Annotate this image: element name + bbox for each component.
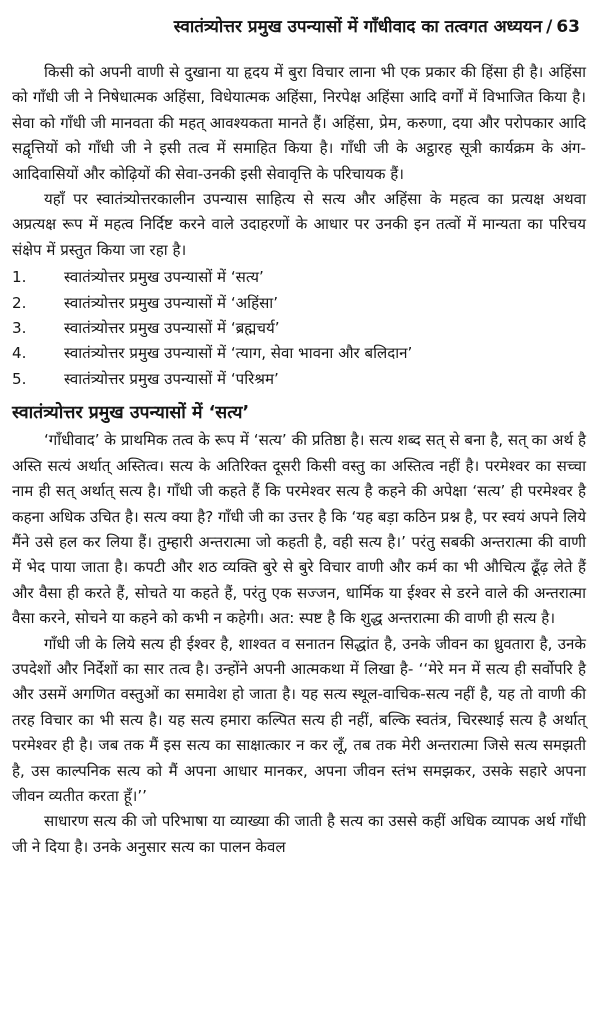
page-number: 63: [556, 17, 580, 37]
list-number: 1.: [12, 268, 27, 287]
list-text: स्वातंत्र्योत्तर प्रमुख उपन्यासों में ‘त्याग, सेवा भावना और बलिदान’: [64, 344, 413, 363]
list-text: स्वातंत्र्योत्तर प्रमुख उपन्यासों में ‘अहिंसा’: [64, 293, 279, 312]
list-number: 2.: [12, 293, 27, 312]
paragraph-satya-definition: ‘गाँधीवाद’ के प्राथमिक तत्व के रूप में ‘सत्य’ की प्रतिष्ठा है। सत्य शब्द सत् से बना है, सत् का अर्थ है अस्ति सत्यं अर्थात् अस्तित्व। सत्य के अतिरिक्त दूसरी किसी वस्तु का अस्तित्व नहीं है। परमेश्वर का सच्चा नाम ही सत् अर्थात् सत्य है। गाँधी जी कहते हैं कि परमेश्वर सत्य है कहने की अपेक्षा ‘सत्य’ ही परमेश्वर है कहना अधिक उचित है। सत्य क्या है? गाँधी जी का उत्तर है कि ‘यह बड़ा कठिन प्रश्न है, पर स्वयं अपने लिये मैंने उसे हल कर लिया हैं। तुम्हारी अन्तरात्मा जो कहती है, वही सत्य है।’ परंतु सबकी अन्तरात्मा की वाणी में भेद पाया जाता है। कपटी और शठ व्यक्ति बुरे से बुरे विचार वाणी और कर्म का भी औचित्य ढूँढ़ लेते हैं और वैसा ही करते हैं, सोचते या कहते हैं, परंतु एक सज्जन, धार्मिक या ईश्वर से डरने वाले की अन्तरात्मा वैसा करने, सोचने या कहने को कभी न कहेगी। अत: स्पष्ट है कि शुद्ध अन्तरात्मा की वाणी ही सत्य है।: [12, 431, 586, 628]
running-title: स्वातंत्र्योत्तर प्रमुख उपन्यासों में गाँधीवाद का तत्वगत अध्ययन: [173, 17, 543, 37]
list-item: [12, 316, 586, 341]
running-header: [12, 14, 586, 40]
list-item: [12, 367, 586, 392]
paragraph-satya-meaning: साधारण सत्य की जो परिभाषा या व्याख्या की जाती है सत्य का उससे कहीं अधिक व्यापक अर्थ गाँधी जी ने दिया है। उनके अनुसार सत्य का पालन केवल: [12, 812, 586, 856]
paragraph-intro: किसी को अपनी वाणी से दुखाना या हृदय में बुरा विचार लाना भी एक प्रकार की हिंसा ही है। अहिंसा को गाँधी जी ने निषेधात्मक अहिंसा, विधेयात्मक अहिंसा, निरपेक्ष अहिंसा आदि वर्गों में विभाजित किया है। सेवा को गाँधी जी मानवता की महत् आवश्यकता मानते हैं। अहिंसा, प्रेम, करुणा, दया और परोपकार आदि सद्वृत्तियों को गाँधी जी ने इसी तत्व में समाहित किया है। गाँधी जी के अट्ठारह सूत्री कार्यक्रम के अंग-आदिवासियों और कोढ़ियों की सेवा-उनकी इसी सेवावृत्ति के परिचायक हैं।: [12, 63, 586, 183]
list-text: स्वातंत्र्योत्तर प्रमुख उपन्यासों में ‘परिश्रम’: [64, 369, 279, 388]
list-number: 4.: [12, 344, 27, 363]
section-heading: स्वातंत्र्योत्तर प्रमुख उपन्यासों में ‘सत्य’: [12, 403, 250, 424]
topic-list: [12, 265, 586, 392]
list-number: 5.: [12, 369, 27, 388]
list-item: [12, 291, 586, 316]
paragraph-overview: यहाँ पर स्वातंत्र्योत्तरकालीन उपन्यास साहित्य से सत्य और अहिंसा के महत्व का प्रत्यक्ष अथवा अप्रत्यक्ष रूप में महत्व निर्दिष्ट करने वाले उदाहरणों के आधार पर उनकी इन तत्वों में मान्यता का परिचय संक्षेप में प्रस्तुत किया जा रहा है।: [12, 190, 586, 259]
list-item: [12, 341, 586, 366]
list-item: [12, 265, 586, 290]
list-text: स्वातंत्र्योत्तर प्रमुख उपन्यासों में ‘सत्य’: [64, 268, 264, 287]
header-separator: /: [546, 17, 553, 37]
paragraph-satya-gandhi: गाँधी जी के लिये सत्य ही ईश्वर है, शाश्वत व सनातन सिद्धांत है, उनके जीवन का ध्रुवतारा है, उनके उपदेशों और निर्देशों का सार तत्व है। उन्होंने अपनी आत्मकथा में लिखा है- ‘‘मेरे मन में सत्य ही सर्वोपरि है और उसमें अगणित वस्तुओं का समावेश हो जाता है। यह सत्य स्थूल-वाचिक-सत्य नहीं है, यह तो वाणी की तरह विचार का भी सत्य है। यह सत्य हमारा कल्पित सत्य ही नहीं, बल्कि स्वतंत्र, चिरस्थाई सत्य है अर्थात् परमेश्वर ही है। जब तक मैं इस सत्य का साक्षात्कार न कर लूँ, तब तक मेरी अन्तरात्मा जिसे सत्य समझती है, उस काल्पनिक सत्य को मैं अपना आधार मानकर, अपना जीवन स्तंभ समझकर, उसके सहारे अपना जीवन व्यतीत करता हूँ।’’: [12, 634, 586, 805]
list-text: स्वातंत्र्योत्तर प्रमुख उपन्यासों में ‘ब्रह्मचर्य’: [64, 319, 280, 338]
list-number: 3.: [12, 319, 27, 338]
